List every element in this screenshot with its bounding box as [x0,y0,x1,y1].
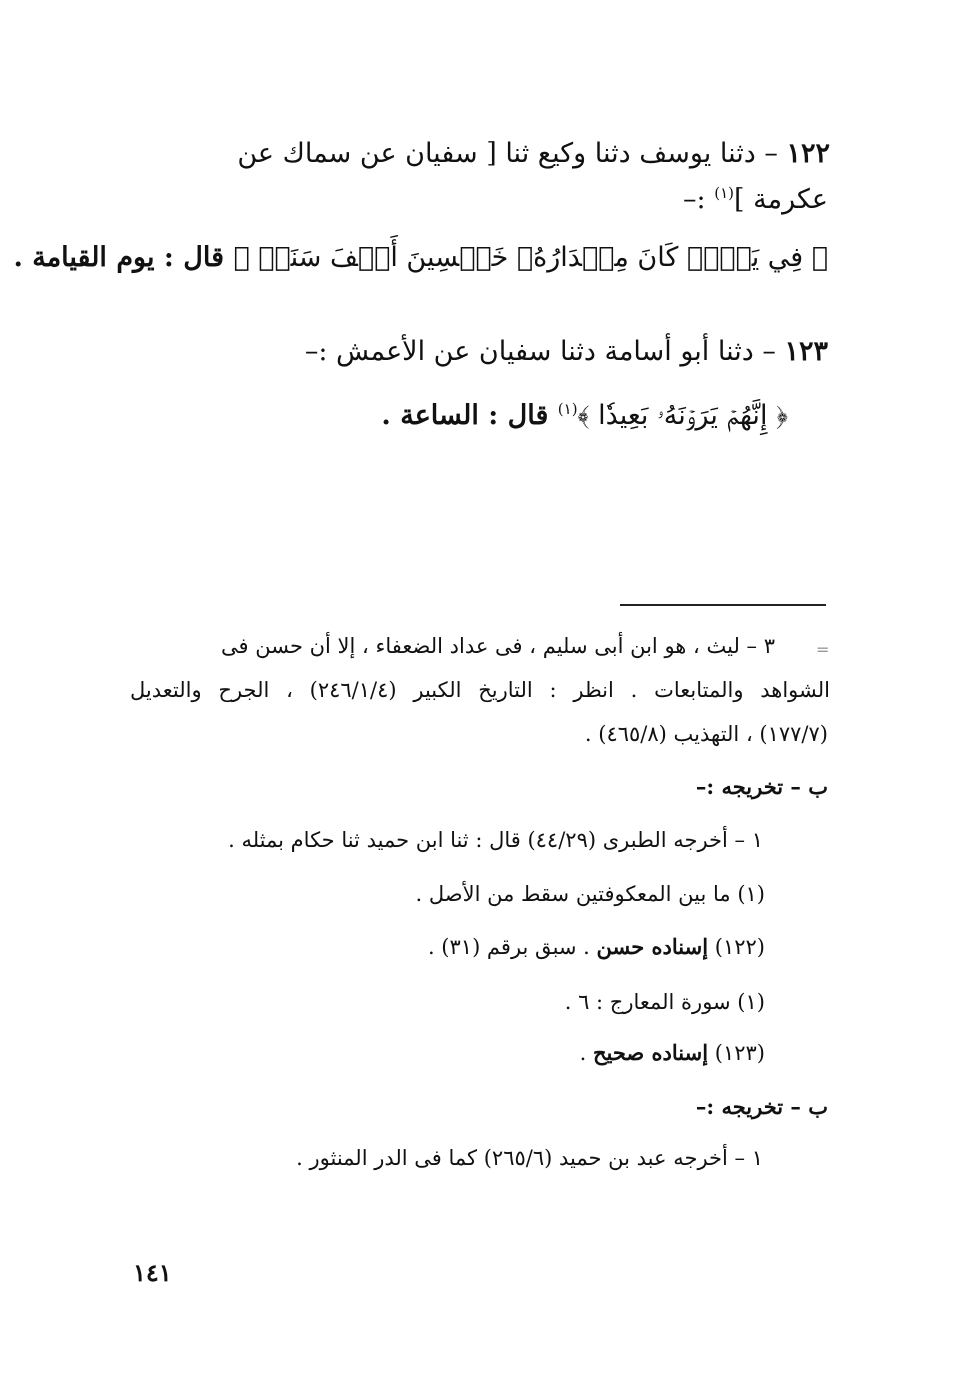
entry-122-line2 [683,184,828,215]
footnote-line: (١) سورة المعارج : ٦ . [564,990,765,1014]
verse-commentary: قال : الساعة . [381,400,558,431]
entry-text: – دثنا يوسف دثنا وكيع ثنا [ سفيان عن سماك عن [237,138,778,169]
footnote-line: ١ – أخرجه الطبرى (٤٤/٢٩) قال : ثنا ابن حميد ثنا حكام بمثله . [228,828,763,852]
footnote-text: . [579,1041,593,1065]
footnote-line [580,1040,765,1065]
footnote-ref: (١) [714,184,735,202]
footnote-heading: ب – تخريجه :– [695,774,828,799]
entry-text: :– [683,184,715,215]
footnote-line: (١٧٧/٧) ، التهذيب (٤٦٥/٨) . [584,722,828,746]
verse-commentary: قال : يوم القيامة . [13,242,234,273]
entry-text: عكرمة ] [734,184,828,215]
entry-number: ١٢٢ [786,138,830,169]
footnote-ref: (١) [557,400,578,418]
entry-text: – دثنا أبو أسامة دثنا سفيان عن الأعمش :– [304,336,776,367]
footnote-line [428,934,765,959]
quran-verse: ﴿ فِي يَوۡمٖ كَانَ مِقۡدَارُهُۥ خَمۡسِينَ أَلۡفَ سَنَةٖ ﴾ [233,242,828,273]
footnote-number: (١٢٣) [708,1041,765,1065]
entry-123-line1 [305,336,828,367]
quran-verse: ﴿ إِنَّهُمۡ يَرَوۡنَهُۥ بَعِيدٗا ﴾ [577,400,788,431]
footnote-line: (١) ما بين المعكوفتين سقط من الأصل . [415,882,765,906]
footnote-text: . سبق برقم (٣١) . [427,935,597,959]
footnote-number: (١٢٢) [708,935,765,959]
footnote-line: ١ – أخرجه عبد بن حميد (٢٦٥/٦) كما فى الدر المنثور . [296,1146,763,1170]
entry-122-line1 [130,138,830,169]
entry-number: ١٢٣ [784,336,828,367]
footnote-line: ٣ – ليث ، هو ابن أبى سليم ، فى عداد الضعفاء ، إلا أن حسن فى [221,634,775,658]
page-number: ١٤١ [133,1258,172,1287]
isnad-grade: إسناده صحيح [592,1040,709,1065]
footnote-line: الشواهد والمتابعات . انظر : التاريخ الكبير (٢٤٦/١/٤) ، الجرح والتعديل [130,678,830,702]
footnote-heading: ب – تخريجه :– [695,1094,828,1119]
isnad-grade: إسناده حسن [596,934,709,959]
footnote-divider [620,604,826,606]
entry-123-verse-line [381,400,788,432]
continuation-mark: = [816,640,830,659]
entry-122-verse-line [13,242,828,273]
